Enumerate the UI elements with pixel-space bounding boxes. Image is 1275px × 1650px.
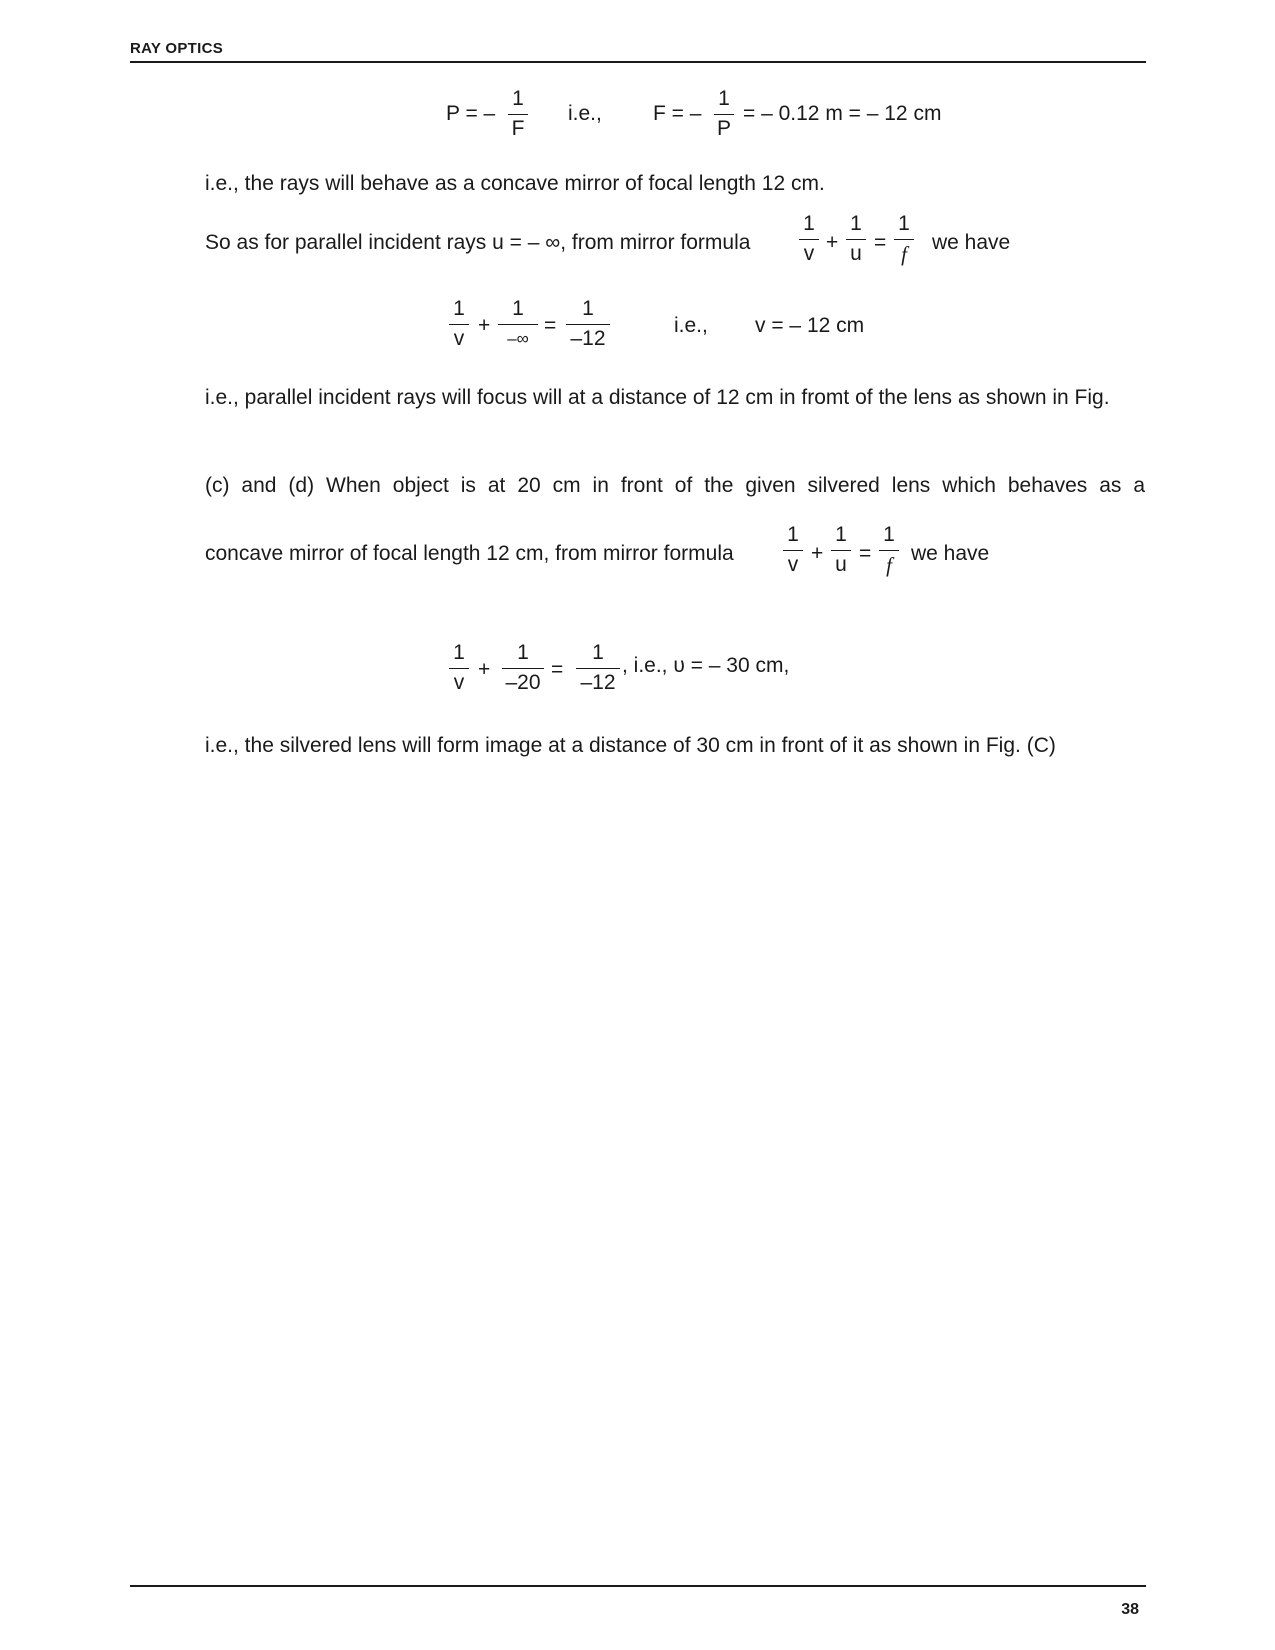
fraction-numerator: 1: [582, 297, 594, 320]
fraction-numerator: 1: [453, 297, 465, 320]
fraction-numerator: 1: [517, 641, 529, 664]
eq3-result: , i.e., υ = – 30 cm,: [622, 654, 790, 677]
fraction-bar: [846, 239, 866, 240]
paragraph-tail: we have: [911, 542, 990, 565]
fraction-1-over-v: [783, 523, 803, 577]
fraction-denominator: u: [850, 242, 862, 265]
plus-sign: +: [811, 542, 824, 565]
fraction-numerator: 1: [512, 297, 524, 320]
equals-sign: =: [874, 231, 887, 254]
fraction-denominator: –12: [580, 671, 616, 694]
running-header: RAY OPTICS: [130, 40, 224, 57]
eq1-f-lhs: F = –: [653, 102, 702, 125]
fraction-1-over-u: [846, 212, 866, 266]
fraction-1-over-u: [831, 523, 851, 577]
fraction-denominator: f: [901, 242, 907, 266]
fraction-bar: [894, 239, 914, 240]
fraction-bar: [508, 114, 528, 115]
fraction-bar: [449, 668, 469, 669]
fraction-1-over-minus-12: [576, 641, 620, 695]
paragraph-text: concave mirror of focal length 12 cm, from mirror formula: [205, 542, 734, 565]
fraction-bar: [449, 324, 469, 325]
fraction-bar: [799, 239, 819, 240]
eq2-ie: i.e.,: [674, 314, 708, 337]
fraction-1-over-v: [449, 641, 469, 695]
plus-sign: +: [478, 314, 491, 337]
fraction-1-over-v: [449, 297, 469, 351]
fraction-numerator: 1: [883, 523, 895, 546]
fraction-denominator: F: [511, 117, 525, 140]
fraction-denominator: u: [835, 553, 847, 576]
fraction-bar: [714, 114, 734, 115]
fraction-bar: [831, 550, 851, 551]
fraction-denominator: –20: [505, 671, 541, 694]
eq1-fraction-1-over-f: [508, 87, 528, 141]
paragraph-image-formed: i.e., the silvered lens will form image at a distance of 30 cm in front of it as shown in Fig. (C): [205, 734, 1056, 757]
header-rule: [130, 61, 1146, 63]
paragraph-tail: we have: [932, 231, 1011, 254]
fraction-bar: [576, 668, 620, 669]
eq1-ie: i.e.,: [568, 102, 602, 125]
fraction-denominator: –∞: [507, 329, 529, 348]
fraction-denominator: P: [716, 117, 731, 140]
fraction-numerator: 1: [787, 523, 799, 546]
fraction-bar: [566, 324, 610, 325]
eq1-fraction-1-over-p: [714, 87, 734, 141]
fraction-numerator: 1: [803, 212, 815, 235]
equals-sign: =: [544, 314, 557, 337]
fraction-bar: [783, 550, 803, 551]
fraction-bar: [502, 668, 544, 669]
fraction-denominator: v: [803, 242, 815, 265]
paragraph-concave-mirror: i.e., the rays will behave as a concave mirror of focal length 12 cm.: [205, 172, 825, 195]
plus-sign: +: [826, 231, 839, 254]
fraction-denominator: v: [787, 553, 799, 576]
fraction-1-over-minus-20: [502, 641, 544, 695]
fraction-numerator: 1: [512, 87, 524, 110]
fraction-numerator: 1: [898, 212, 910, 235]
eq1-result: = – 0.12 m = – 12 cm: [743, 102, 942, 125]
fraction-numerator: 1: [850, 212, 862, 235]
footer-rule: [130, 1585, 1146, 1587]
fraction-1-over-v: [799, 212, 819, 266]
paragraph-object-position: (c) and (d) When object is at 20 cm in front of the given silvered lens which behaves as a: [205, 474, 1145, 497]
fraction-1-over-minus-infinity: [498, 297, 538, 351]
fraction-denominator: v: [453, 327, 465, 350]
equals-sign: =: [859, 542, 872, 565]
paragraph-parallel-focus: i.e., parallel incident rays will focus will at a distance of 12 cm in fromt of the lens as shown in Fig.: [205, 386, 1110, 409]
equals-sign: =: [551, 658, 564, 681]
paragraph-text: So as for parallel incident rays u = – ∞, from mirror formula: [205, 231, 751, 254]
plus-sign: +: [478, 658, 491, 681]
eq2-result: v = – 12 cm: [755, 314, 865, 337]
fraction-numerator: 1: [592, 641, 604, 664]
eq1-p-lhs: P = –: [446, 102, 496, 125]
fraction-denominator: v: [453, 671, 465, 694]
fraction-1-over-f: [894, 212, 914, 266]
fraction-1-over-f: [879, 523, 899, 577]
fraction-numerator: 1: [835, 523, 847, 546]
fraction-bar: [879, 550, 899, 551]
page-number: 38: [1121, 1601, 1139, 1618]
fraction-denominator: –12: [570, 327, 606, 350]
fraction-denominator: f: [886, 553, 892, 577]
fraction-numerator: 1: [453, 641, 465, 664]
fraction-1-over-minus-12: [566, 297, 610, 351]
fraction-numerator: 1: [718, 87, 730, 110]
fraction-bar: [498, 324, 538, 325]
